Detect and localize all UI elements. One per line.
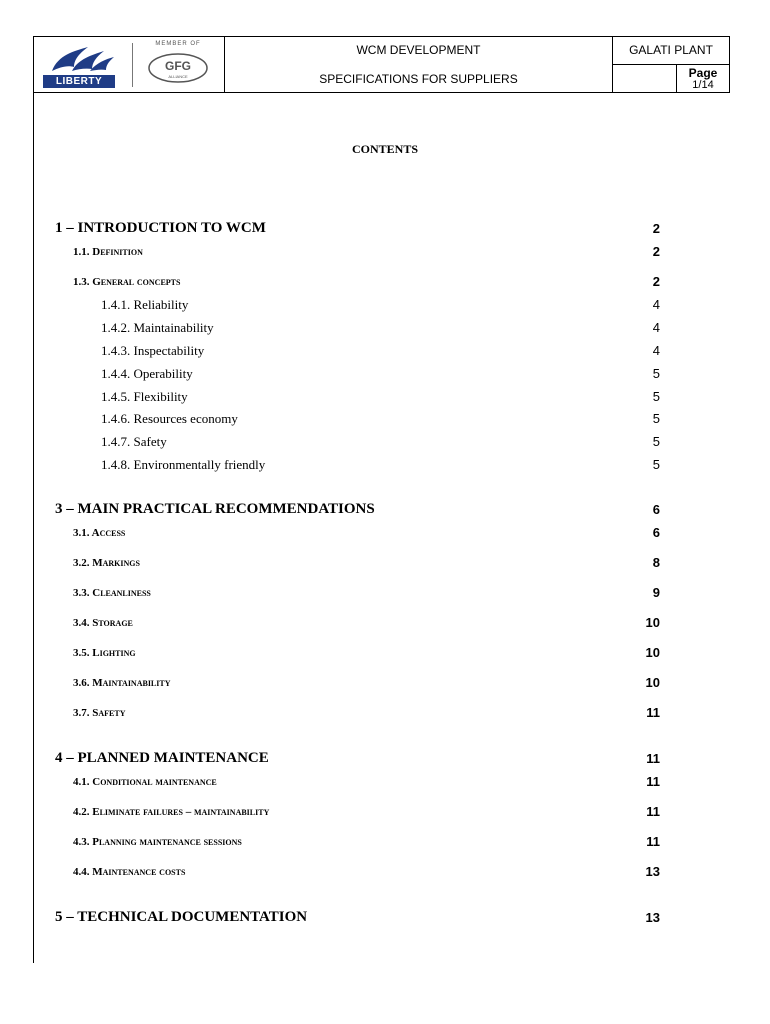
toc-page: 5 (652, 411, 660, 426)
toc-label: 1.4.7. Safety (101, 434, 167, 449)
toc-page: 10 (645, 645, 660, 660)
toc-label: 3.6. Maintainability (73, 677, 171, 689)
toc-label: 3.3. Cleanliness (73, 587, 151, 599)
toc-page: 10 (645, 675, 660, 690)
toc-page: 2 (652, 244, 660, 259)
gfg-alliance-logo-icon (147, 52, 209, 84)
title-cell (225, 37, 613, 92)
member-of-label: MEMBER OF (155, 41, 201, 47)
toc-label: 1.4.1. Reliability (101, 297, 189, 312)
toc-label: 3.1. Access (73, 527, 126, 539)
doc-title: WCM DEVELOPMENT (356, 43, 481, 57)
toc-page: 10 (645, 615, 660, 630)
toc-page: 5 (652, 389, 660, 404)
toc-label: 1.1. Definition (73, 246, 143, 258)
toc-label: 1.4.4. Operability (101, 366, 193, 381)
gfg-logo-text: GFG (165, 59, 191, 73)
toc-label: 3 – MAIN PRACTICAL RECOMMENDATIONS (55, 501, 375, 517)
toc-label: 4.2. Eliminate failures – maintainability (73, 806, 270, 818)
toc-page: 4 (652, 297, 660, 312)
toc-label: 3.4. Storage (73, 617, 133, 629)
toc-label: 1.4.6. Resources economy (101, 411, 238, 426)
toc-page: 4 (652, 343, 660, 358)
page-label: Page (688, 66, 718, 80)
toc-page: 11 (646, 705, 660, 720)
contents-title: CONTENTS (351, 142, 419, 156)
toc-page: 13 (645, 910, 660, 925)
toc-label: 1.4.2. Maintainability (101, 320, 214, 335)
left-margin-line (33, 93, 34, 963)
toc-label: 4.1. Conditional maintenance (73, 776, 217, 788)
toc-page: 13 (645, 864, 660, 879)
toc-label: 5 – TECHNICAL DOCUMENTATION (55, 909, 308, 925)
toc-page: 6 (652, 502, 660, 517)
toc-label: 3.2. Markings (73, 557, 140, 569)
toc-page: 4 (652, 320, 660, 335)
toc-label: 3.7. Safety (73, 707, 126, 719)
toc-page: 8 (652, 555, 660, 570)
logo-divider (132, 43, 133, 87)
toc-label: 1.4.8. Environmentally friendly (101, 457, 266, 472)
page-box (676, 64, 729, 92)
toc-page: 11 (646, 774, 660, 789)
toc-label: 1 – INTRODUCTION TO WCM (55, 220, 266, 236)
plant-cell (613, 37, 729, 92)
toc-page: 2 (652, 221, 660, 236)
toc-label: 4.3. Planning maintenance sessions (73, 836, 242, 848)
toc-page: 5 (652, 434, 660, 449)
toc-label: 4 – PLANNED MAINTENANCE (55, 750, 269, 766)
toc-page: 11 (646, 804, 660, 819)
toc-page: 6 (652, 525, 660, 540)
plant-name: GALATI PLANT (613, 43, 729, 65)
toc-label: 3.5. Lighting (73, 647, 136, 659)
toc-page: 2 (652, 274, 660, 289)
toc-label: 1.3. General concepts (73, 276, 181, 288)
doc-subtitle: SPECIFICATIONS FOR SUPPLIERS (319, 72, 518, 86)
toc-page: 9 (652, 585, 660, 600)
toc-label: 4.4. Maintenance costs (73, 866, 186, 878)
logo-cell (34, 37, 225, 92)
alliance-logo-text: ALLIANCE (168, 74, 188, 79)
page-number: 1/14 (692, 79, 714, 91)
toc-page: 11 (646, 834, 660, 849)
toc-page: 5 (652, 457, 660, 472)
toc-page: 11 (646, 751, 660, 766)
toc-label: 1.4.5. Flexibility (101, 389, 188, 404)
header-table (33, 36, 730, 93)
toc-page: 5 (652, 366, 660, 381)
toc-label: 1.4.3. Inspectability (101, 343, 205, 358)
liberty-logo-text: LIBERTY (43, 75, 115, 88)
